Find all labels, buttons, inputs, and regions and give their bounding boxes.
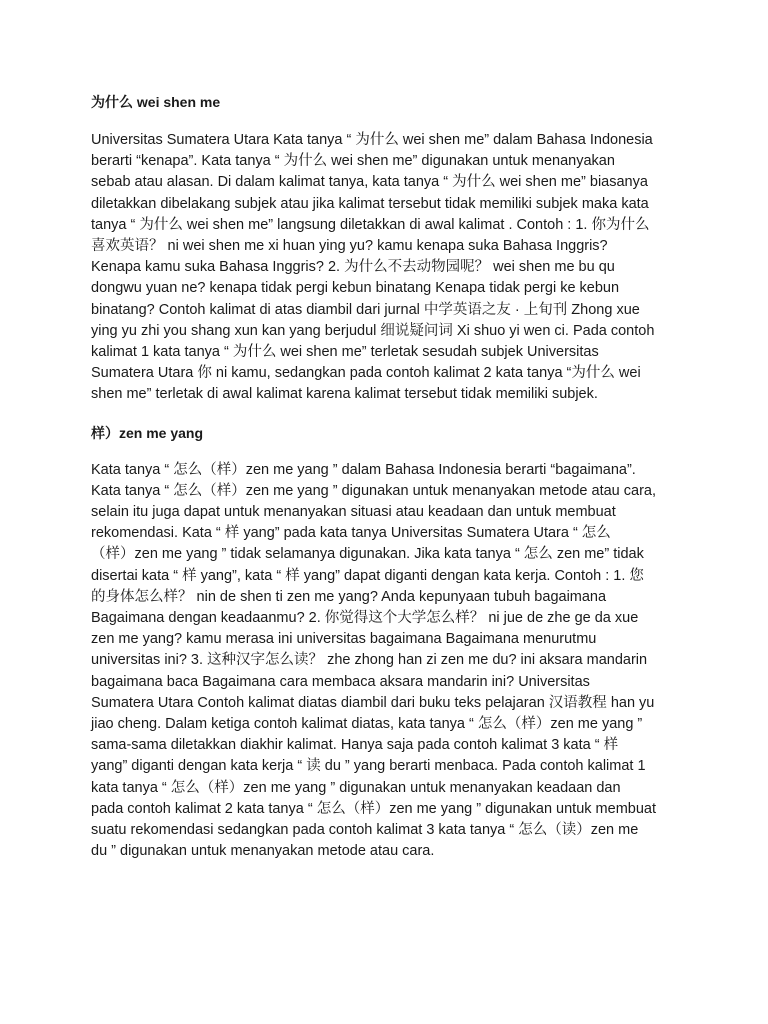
text-line: bagaimana baca Bagaimana cara membaca aksara mandarin ini? Universitas bbox=[91, 673, 590, 690]
text-line: tanya “ 为什么 wei shen me” langsung diletakkan di awal kalimat . Contoh : 1. 你为什么 bbox=[91, 216, 650, 233]
text-line: yang” diganti dengan kata kerja “ 读 du ” yang berarti menbaca. Pada contoh kalimat 1 bbox=[91, 758, 646, 775]
text-line: diletakkan dibelakang subjek atau jika kalimat tersebut tidak memiliki subjek maka kata bbox=[91, 195, 649, 212]
text-line: Kenapa kamu suka Bahasa Inggris? 2. 为什么不去动物园呢？ wei shen me bu qu bbox=[91, 259, 615, 276]
text-line: kata tanya “ 怎么（样）zen me yang ” digunakan untuk menanyakan keadaan dan bbox=[91, 779, 621, 796]
text-line: disertai kata “ 样 yang”, kata “ 样 yang” dapat diganti dengan kata kerja. Contoh : 1. 您 bbox=[91, 567, 644, 584]
text-line: dongwu yuan ne? kenapa tidak pergi kebun binatang Kenapa tidak pergi ke kebun bbox=[91, 280, 620, 297]
text-line: berarti “kenapa”. Kata tanya “ 为什么 wei shen me” digunakan untuk menanyakan bbox=[91, 153, 615, 170]
text-line: sama-sama diletakkan diakhir kalimat. Hanya saja pada contoh kalimat 3 kata “ 样 bbox=[91, 737, 619, 754]
text-line: rekomendasi. Kata “ 样 yang” pada kata tanya Universitas Sumatera Utara “ 怎么 bbox=[91, 525, 611, 542]
text-line: Sumatera Utara 你 ni kamu, sedangkan pada contoh kalimat 2 kata tanya “为什么 wei bbox=[91, 365, 641, 382]
text-line: pada contoh kalimat 2 kata tanya “ 怎么（样）zen me yang ” digunakan untuk membuat bbox=[91, 800, 656, 817]
text-line: suatu rekomendasi sedangkan pada contoh kalimat 3 kata tanya “ 怎么（读）zen me bbox=[91, 822, 639, 839]
text-line: binatang? Contoh kalimat di atas diambil dari jurnal 中学英语之友 · 上旬刊 Zhong xue bbox=[91, 301, 640, 318]
text-line: ying yu zhi you shang xun kan yang berjudul 细说疑问词 Xi shuo yi wen ci. Pada contoh bbox=[91, 322, 655, 339]
text-line: sebab atau alasan. Di dalam kalimat tanya, kata tanya “ 为什么 wei shen me” biasanya bbox=[91, 174, 648, 191]
text-line: zen me yang? kamu merasa ini universitas bagaimana Bagaimana menurutmu bbox=[91, 631, 597, 648]
text-line: du ” digunakan untuk menanyakan metode atau cara. bbox=[91, 843, 435, 860]
paragraph-wei-shen-me bbox=[91, 130, 683, 406]
document-page bbox=[91, 92, 683, 863]
text-line: 喜欢英语？ ni wei shen me xi huan ying yu? kamu kenapa suka Bahasa Inggris? bbox=[91, 238, 608, 255]
text-line: Universitas Sumatera Utara Kata tanya “ 为什么 wei shen me” dalam Bahasa Indonesia bbox=[91, 132, 653, 148]
text-line: Kata tanya “ 怎么（样）zen me yang ” digunakan untuk menanyakan metode atau cara, bbox=[91, 482, 657, 499]
text-line: 的身体怎么样？ nin de shen ti zen me yang? Anda kepunyaan tubuh bagaimana bbox=[91, 588, 607, 605]
text-line: jiao cheng. Dalam ketiga contoh kalimat diatas, kata tanya “ 怎么（样）zen me yang ” bbox=[91, 716, 643, 733]
text-line: Bagaimana dengan keadaanmu? 2. 你觉得这个大学怎么样？ ni jue de zhe ge da xue bbox=[91, 610, 639, 627]
paragraph-zen-me-yang bbox=[91, 460, 683, 863]
section-heading-zen-me-yang: 样）zen me yang bbox=[91, 424, 204, 441]
text-line: kalimat 1 kata tanya “ 为什么 wei shen me” terletak sesudah subjek Universitas bbox=[91, 344, 599, 361]
text-line: Sumatera Utara Contoh kalimat diatas diambil dari buku teks pelajaran 汉语教程 han yu bbox=[91, 694, 655, 711]
text-line: Kata tanya “ 怎么（样）zen me yang ” dalam Bahasa Indonesia berarti “bagaimana”. bbox=[91, 461, 636, 478]
section-heading-wei-shen-me: 为什么 wei shen me bbox=[91, 94, 221, 110]
text-line: （样）zen me yang ” tidak selamanya digunakan. Jika kata tanya “ 怎么 zen me” tidak bbox=[91, 546, 644, 563]
text-line: universitas ini? 3. 这种汉字怎么读？ zhe zhong han zi zen me du? ini aksara mandarin bbox=[91, 652, 648, 669]
text-line: selain itu juga dapat untuk menanyakan situasi atau keadaan dan untuk membuat bbox=[91, 504, 616, 521]
text-line: shen me” terletak di awal kalimat karena kalimat tersebut tidak memiliki subjek. bbox=[91, 386, 598, 403]
